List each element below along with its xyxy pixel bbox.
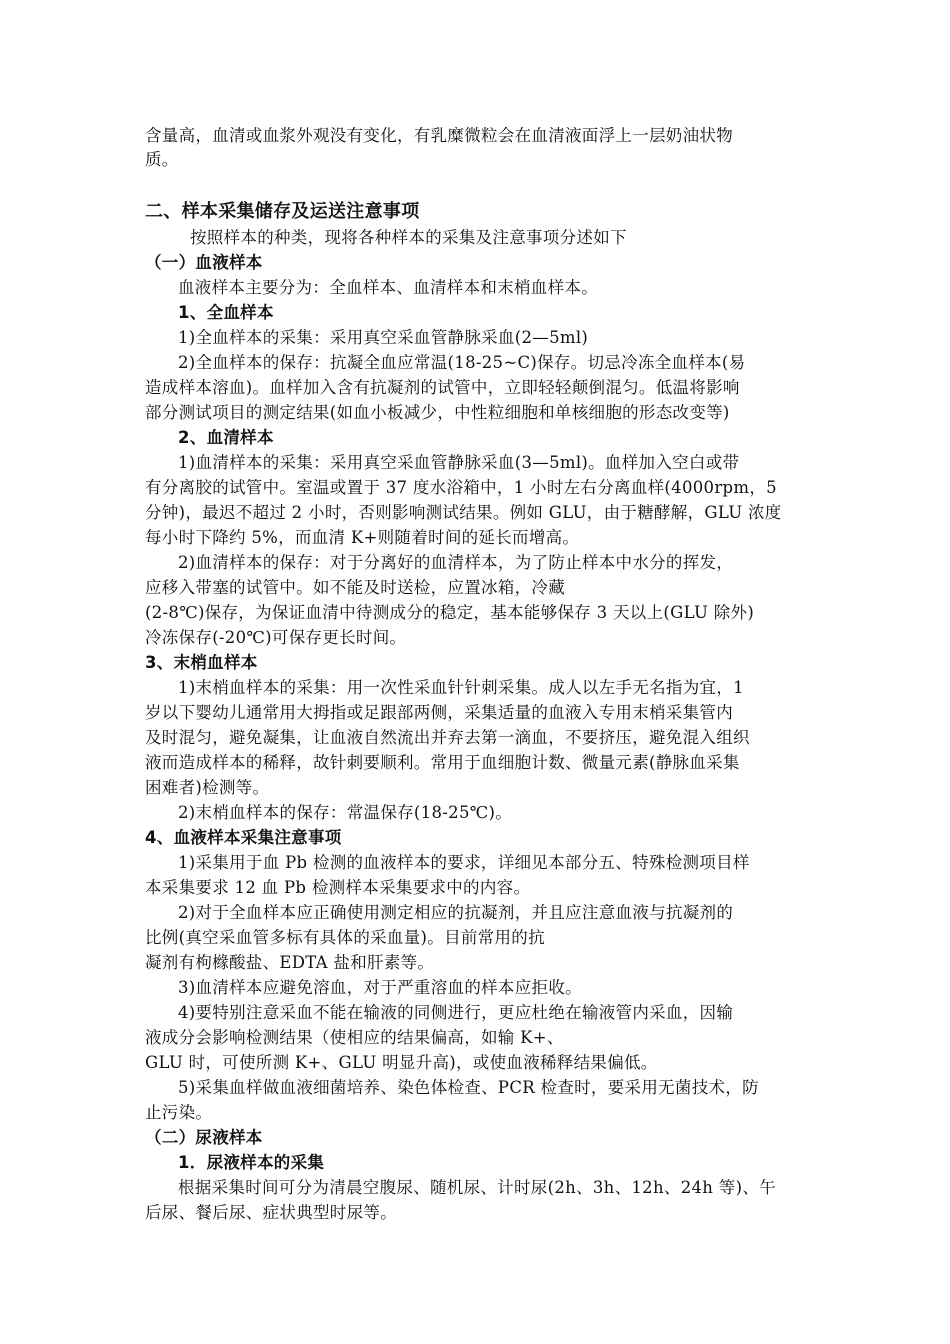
paragraph-line: 5)采集血样做血液细菌培养、染色体检查、PCR 检查时，要采用无菌技术，防 [178,1078,759,1097]
paragraph-line: 本采集要求 12 血 Pb 检测样本采集要求中的内容。 [145,878,531,897]
paragraph-line: 含量高，血清或血浆外观没有变化，有乳糜微粒会在血清液面浮上一层奶油状物 [145,126,733,145]
paragraph-line: 有分离胶的试管中。室温或置于 37 度水浴箱中，1 小时左右分离血样(4000rpm，5 [145,478,777,497]
paragraph-line: 4)要特别注意采血不能在输液的同侧进行，更应杜绝在输液管内采血，因输 [178,1003,734,1022]
subsection-heading: （一）血液样本 [145,253,263,272]
paragraph-line: 1)末梢血样本的采集：用一次性采血针针刺采集。成人以左手无名指为宜，1 [178,678,744,697]
paragraph-line: (2-8℃)保存，为保证血清中待测成分的稳定，基本能够保存 3 天以上(GLU 除外) [145,603,755,622]
paragraph-line: 液成分会影响检测结果（使相应的结果偏高，如输 K+、 [145,1028,564,1047]
subsection-heading: （二）尿液样本 [145,1128,263,1147]
paragraph-line: 岁以下婴幼儿通常用大拇指或足跟部两侧，采集适量的血液入专用末梢采集管内 [145,703,733,722]
item-heading: 4、血液样本采集注意事项 [145,828,342,847]
paragraph-line: 1)采集用于血 Pb 检测的血液样本的要求，详细见本部分五、特殊检测项目样 [178,853,750,872]
item-heading: 1、全血样本 [178,303,274,322]
item-heading: 3、末梢血样本 [145,653,258,672]
paragraph-line: 后尿、餐后尿、症状典型时尿等。 [145,1203,397,1222]
paragraph-line: 2)血清样本的保存：对于分离好的血清样本，为了防止样本中水分的挥发， [178,553,734,572]
paragraph-line: 1)血清样本的采集：采用真空采血管静脉采血(3—5ml)。血样加入空白或带 [178,453,740,472]
paragraph-line: 困难者)检测等。 [145,778,270,797]
item-heading: 2、血清样本 [178,428,274,447]
paragraph-line: 部分测试项目的测定结果(如血小板减少，中性粒细胞和单核细胞的形态改变等) [145,403,730,422]
paragraph-line: GLU 时，可使所测 K+、GLU 明显升高)，或使血液稀释结果偏低。 [145,1053,658,1072]
paragraph-line: 根据采集时间可分为清晨空腹尿、随机尿、计时尿(2h、3h、12h、24h 等)、午 [178,1178,776,1197]
item-heading: 1．尿液样本的采集 [178,1153,325,1172]
paragraph-line: 2)全血样本的保存：抗凝全血应常温(18-25~C)保存。切忌冷冻全血样本(易 [178,353,746,372]
section-heading: 二、样本采集储存及运送注意事项 [145,201,420,222]
paragraph-line: 1)全血样本的采集：采用真空采血管静脉采血(2—5ml) [178,328,589,347]
paragraph-line: 血液样本主要分为：全血样本、血清样本和末梢血样本。 [178,278,598,297]
paragraph-line: 止污染。 [145,1103,213,1122]
paragraph-line: 每小时下降约 5%，而血清 K+则随着时间的延长而增高。 [145,528,580,547]
intro-line: 按照样本的种类，现将各种样本的采集及注意事项分述如下 [190,228,627,247]
paragraph-line: 及时混匀，避免凝集，让血液自然流出并弃去第一滴血，不要挤压，避免混入组织 [145,728,750,747]
paragraph-line: 应移入带塞的试管中。如不能及时送检，应置冰箱，冷藏 [145,578,565,597]
paragraph-line: 液而造成样本的稀释，故针刺要顺利。常用于血细胞计数、微量元素(静脉血采集 [145,753,740,772]
paragraph-line: 冷冻保存(-20℃)可保存更长时间。 [145,628,407,647]
paragraph-line: 2)末梢血样本的保存：常温保存(18-25℃)。 [178,803,513,822]
paragraph-line: 造成样本溶血)。血样加入含有抗凝剂的试管中，立即轻轻颠倒混匀。低温将影响 [145,378,740,397]
paragraph-line: 比例(真空采血管多标有具体的采血量)。目前常用的抗 [145,928,545,947]
paragraph-line: 2)对于全血样本应正确使用测定相应的抗凝剂，并且应注意血液与抗凝剂的 [178,903,734,922]
paragraph-line: 凝剂有枸橼酸盐、EDTA 盐和肝素等。 [145,953,435,972]
paragraph-line: 分钟)，最迟不超过 2 小时，否则影响测试结果。例如 GLU，由于糖酵解，GLU 浓度 [145,503,782,522]
paragraph-line: 3)血清样本应避免溶血，对于严重溶血的样本应拒收。 [178,978,582,997]
paragraph-line: 质。 [145,150,179,169]
